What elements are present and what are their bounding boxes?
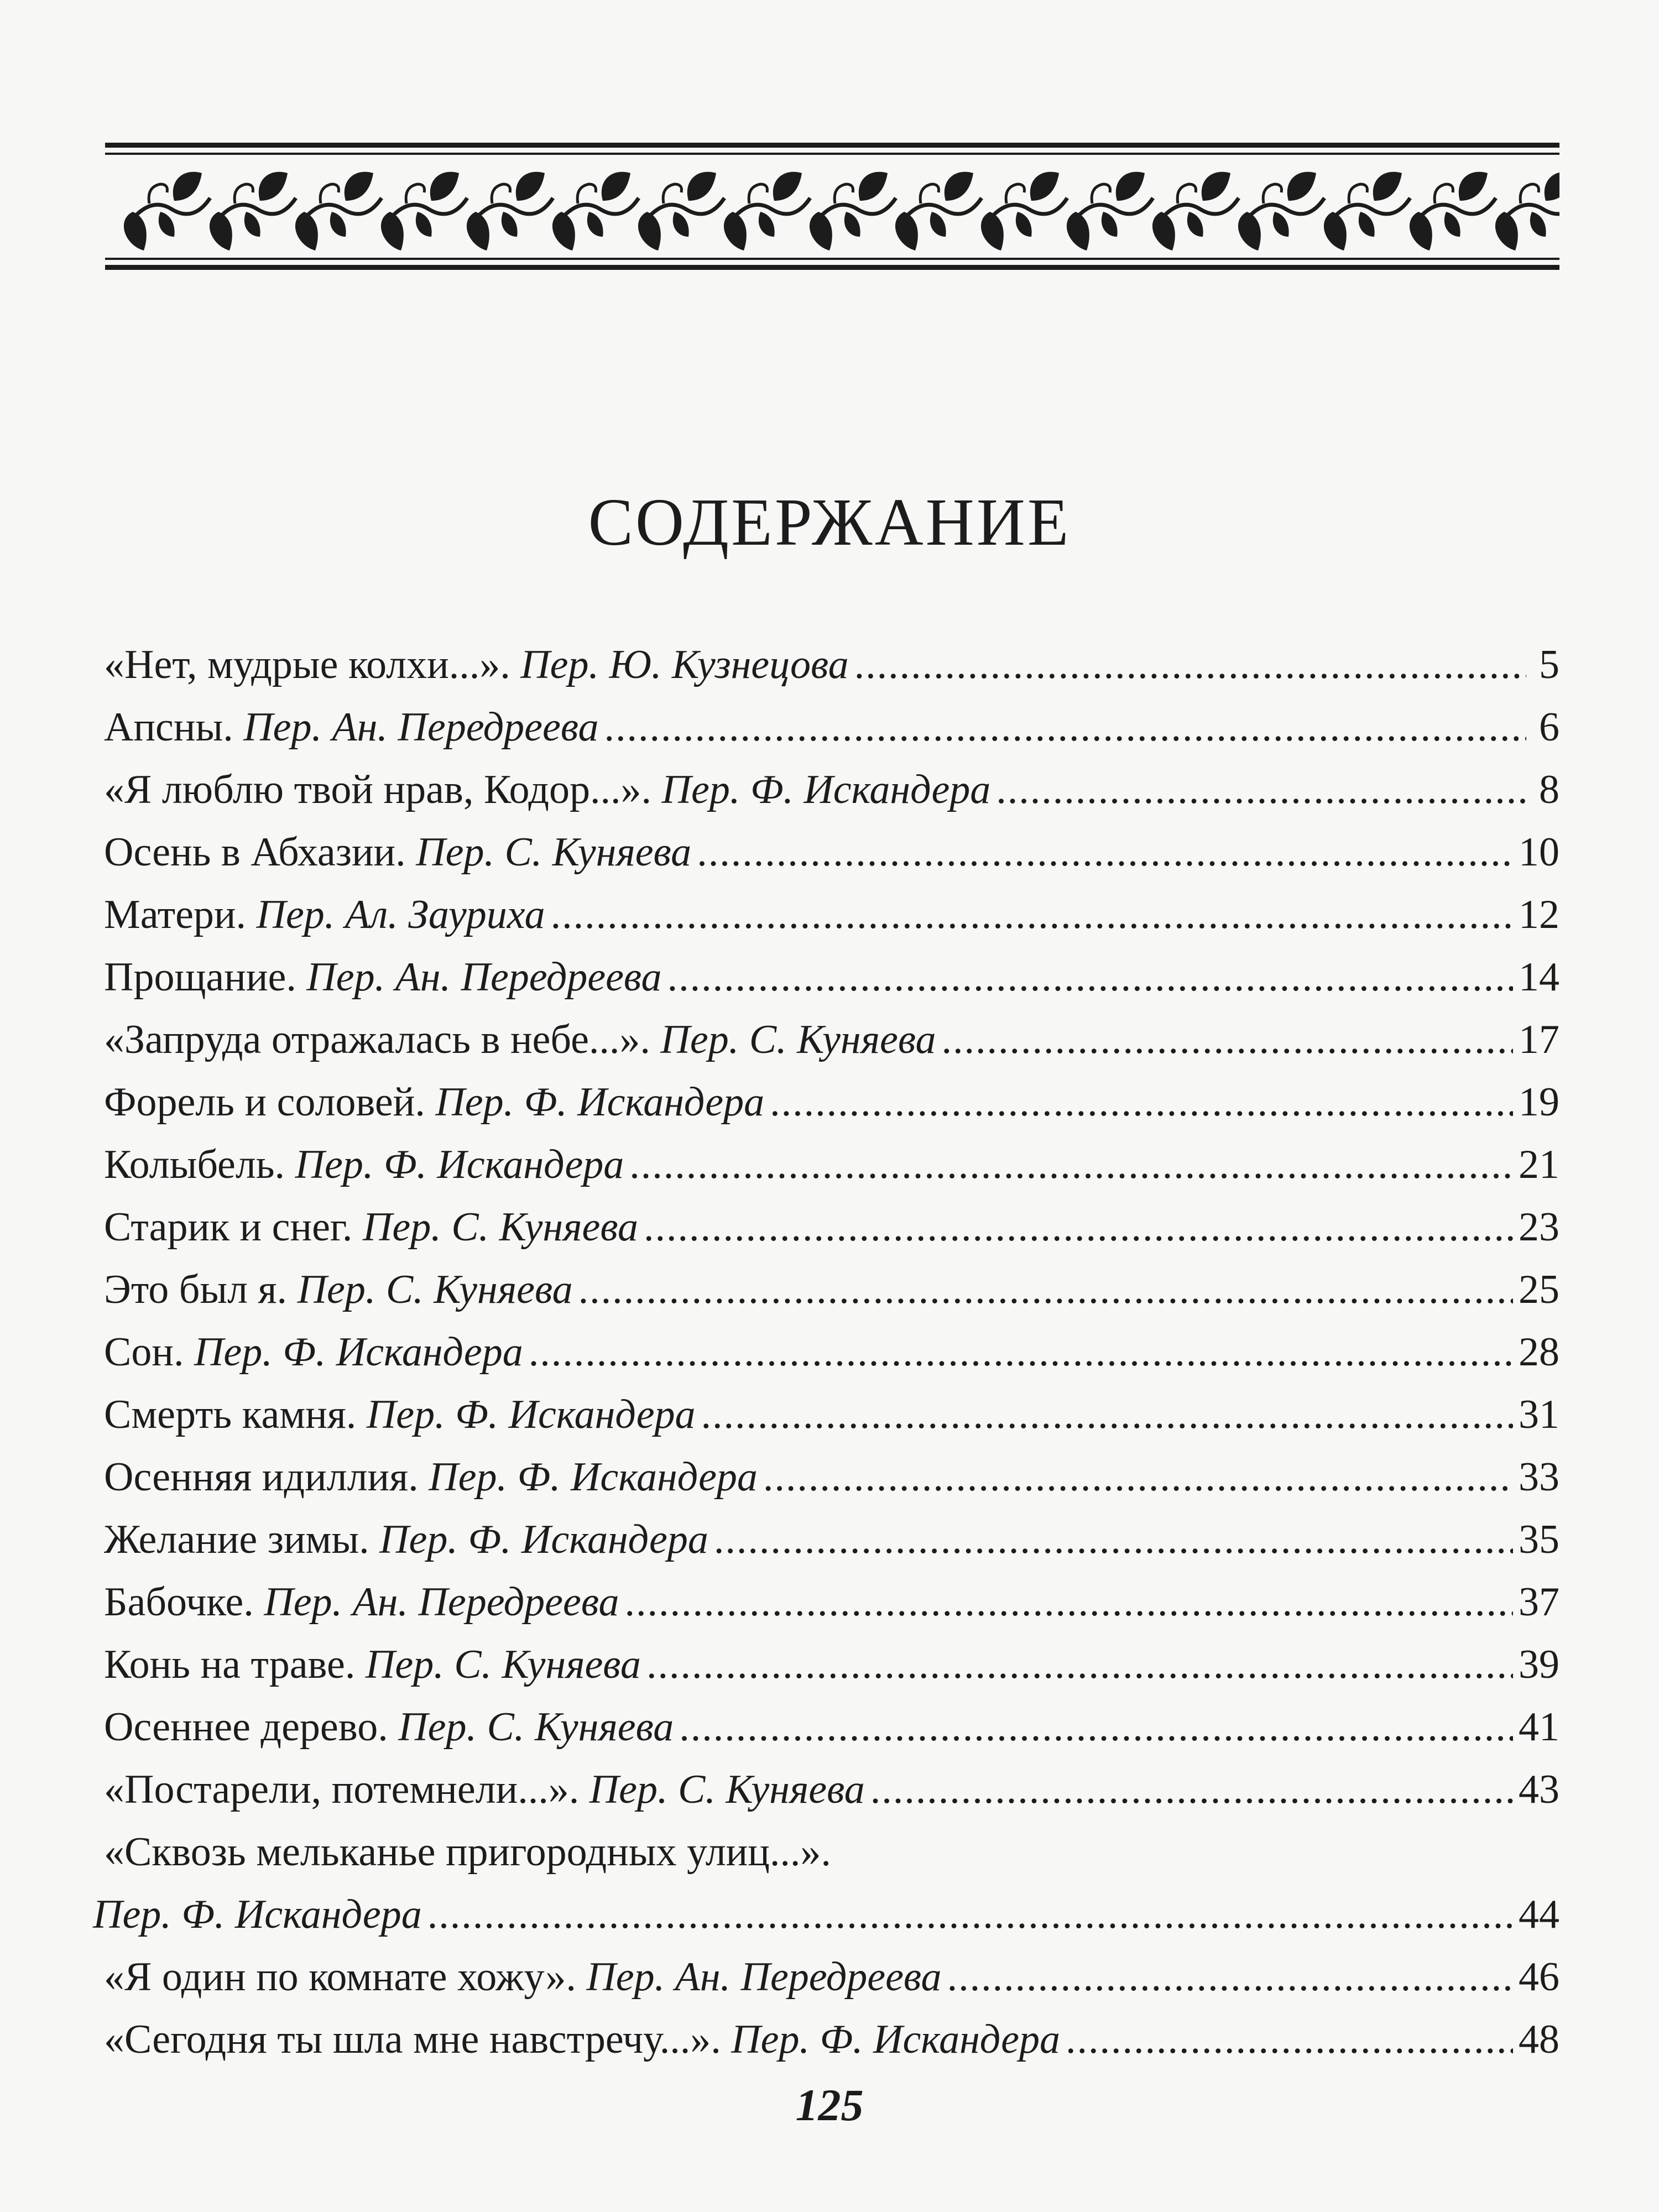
dot-leader <box>714 1509 1513 1571</box>
toc-entry <box>104 821 1559 884</box>
entry-page: 46 <box>1519 1954 1559 2000</box>
entry-title: Бабочке. <box>104 1579 254 1625</box>
entry-page: 44 <box>1519 1892 1559 1937</box>
toc-entry <box>104 1259 1559 1321</box>
entry-page: 35 <box>1519 1517 1559 1562</box>
entry-page: 5 <box>1539 642 1559 687</box>
entry-page: 10 <box>1519 830 1559 875</box>
entry-title: Прощание. <box>104 954 296 1000</box>
entry-title: «Я люблю твой нрав, Кодор...». <box>104 767 652 812</box>
dot-leader <box>763 1446 1513 1509</box>
entry-page: 39 <box>1519 1642 1559 1687</box>
entry-title: «Сквозь мельканье пригородных улиц...». <box>104 1829 831 1875</box>
dot-leader <box>941 1009 1513 1071</box>
toc-entry <box>104 1321 1559 1384</box>
leaf-vine-icon <box>105 143 1559 270</box>
entry-translator: Пер. Ф. Искандера <box>379 1517 708 1562</box>
entry-translator: Пер. С. Куняева <box>365 1642 641 1687</box>
toc-entry <box>104 1821 1559 1884</box>
entry-page: 31 <box>1519 1392 1559 1437</box>
entry-title: Осеннее дерево. <box>104 1704 388 1750</box>
dot-leader <box>1066 2008 1513 2071</box>
entry-translator: Пер. С. Куняева <box>297 1267 573 1312</box>
entry-translator: Пер. Ф. Искандера <box>194 1329 523 1375</box>
entry-title: Старик и снег. <box>104 1204 353 1250</box>
dot-leader <box>529 1321 1513 1384</box>
entry-page: 14 <box>1519 954 1559 1000</box>
entry-page: 21 <box>1519 1142 1559 1187</box>
entry-translator: Пер. С. Куняева <box>398 1704 674 1750</box>
toc-entry <box>104 1196 1559 1259</box>
entry-translator: Пер. Ф. Искандера <box>366 1392 696 1437</box>
toc-entry <box>104 2008 1559 2071</box>
entry-translator: Пер. С. Куняева <box>416 830 692 875</box>
dot-leader <box>697 821 1513 884</box>
entry-title: Конь на траве. <box>104 1642 356 1687</box>
entry-title: Осень в Абхазии. <box>104 830 406 875</box>
leaf-ornament-band <box>105 143 1559 270</box>
entry-page: 41 <box>1519 1704 1559 1750</box>
page-number: 125 <box>795 2080 864 2130</box>
dot-leader <box>870 1759 1513 1821</box>
toc-entry <box>104 1134 1559 1196</box>
entry-page: 25 <box>1519 1267 1559 1312</box>
toc-entry <box>104 1446 1559 1509</box>
entry-page: 19 <box>1519 1079 1559 1125</box>
entry-title: «Нет, мудрые колхи...». <box>104 642 510 687</box>
dot-leader <box>701 1384 1513 1446</box>
dot-leader <box>578 1259 1513 1321</box>
entry-translator: Пер. Ф. Искандера <box>661 767 991 812</box>
entry-translator: Пер. Ф. Искандера <box>731 2017 1060 2062</box>
entry-title: Форель и соловей. <box>104 1079 425 1125</box>
entry-translator: Пер. С. Куняева <box>362 1204 638 1250</box>
entry-page: 8 <box>1539 767 1559 812</box>
entry-page: 23 <box>1519 1204 1559 1250</box>
entry-translator: Пер. С. Куняева <box>660 1017 936 1062</box>
dot-leader <box>629 1134 1513 1196</box>
toc-entry <box>104 884 1559 946</box>
toc-entry <box>104 634 1559 696</box>
entry-title: «Запруда отражалась в небе...». <box>104 1017 650 1062</box>
entry-title: Колыбель. <box>104 1142 285 1187</box>
entry-title: «Постарели, потемнели...». <box>104 1767 580 1812</box>
entry-translator: Пер. Ан. Передреева <box>306 954 662 1000</box>
entry-title: Осенняя идиллия. <box>104 1454 419 1500</box>
entry-page: 48 <box>1519 2017 1559 2062</box>
entry-title: Это был я. <box>104 1267 288 1312</box>
toc-entry <box>104 1384 1559 1446</box>
entry-translator: Пер. Ю. Кузнецова <box>520 642 849 687</box>
dot-leader <box>624 1571 1513 1634</box>
toc-entry <box>93 1884 1559 1946</box>
entry-translator: Пер. Ан. Передреева <box>586 1954 942 2000</box>
toc-entry <box>104 1009 1559 1071</box>
entry-page: 43 <box>1519 1767 1559 1812</box>
dot-leader <box>947 1946 1513 2008</box>
dot-leader <box>854 634 1526 696</box>
entry-translator: Пер. Ф. Искандера <box>429 1454 758 1500</box>
entry-title: Желание зимы. <box>104 1517 369 1562</box>
toc-entry <box>104 1696 1559 1759</box>
entry-title: Матери. <box>104 892 247 937</box>
entry-page: 17 <box>1519 1017 1559 1062</box>
dot-leader <box>770 1071 1513 1134</box>
toc-entry <box>104 1634 1559 1696</box>
entry-translator: Пер. С. Куняева <box>589 1767 865 1812</box>
entry-page: 28 <box>1519 1329 1559 1375</box>
entry-page: 12 <box>1519 892 1559 937</box>
entry-translator: Пер. Ф. Искандера <box>93 1892 422 1937</box>
entry-translator: Пер. Ф. Искандера <box>295 1142 624 1187</box>
entry-page: 33 <box>1519 1454 1559 1500</box>
dot-leader <box>996 759 1526 821</box>
dot-leader <box>427 1884 1513 1946</box>
toc-entry <box>104 1759 1559 1821</box>
toc-entry <box>104 759 1559 821</box>
toc-entry <box>104 1071 1559 1134</box>
toc-entry <box>104 1571 1559 1634</box>
page-title: СОДЕРЖАНИЕ <box>588 485 1071 560</box>
toc-entry <box>104 696 1559 759</box>
entry-translator: Пер. Ан. Передреева <box>243 705 599 750</box>
toc-entry <box>104 1509 1559 1571</box>
entry-title: «Я один по комнате хожу». <box>104 1954 576 2000</box>
dot-leader <box>644 1196 1513 1259</box>
toc-entry <box>104 1946 1559 2008</box>
dot-leader <box>551 884 1513 946</box>
entry-title: Смерть камня. <box>104 1392 357 1437</box>
dot-leader <box>604 696 1526 759</box>
toc-entry <box>104 946 1559 1009</box>
entry-translator: Пер. Ал. Зауриха <box>256 892 545 937</box>
dot-leader <box>679 1696 1513 1759</box>
table-of-contents <box>93 634 1559 2071</box>
entry-translator: Пер. Ф. Искандера <box>435 1079 765 1125</box>
entry-page: 6 <box>1539 705 1559 750</box>
dot-leader <box>646 1634 1513 1696</box>
entry-title: Апсны. <box>104 705 233 750</box>
entry-translator: Пер. Ан. Передреева <box>264 1579 619 1625</box>
dot-leader <box>667 946 1513 1009</box>
entry-page: 37 <box>1519 1579 1559 1625</box>
entry-title: «Сегодня ты шла мне навстречу...». <box>104 2017 721 2062</box>
entry-title: Сон. <box>104 1329 184 1375</box>
